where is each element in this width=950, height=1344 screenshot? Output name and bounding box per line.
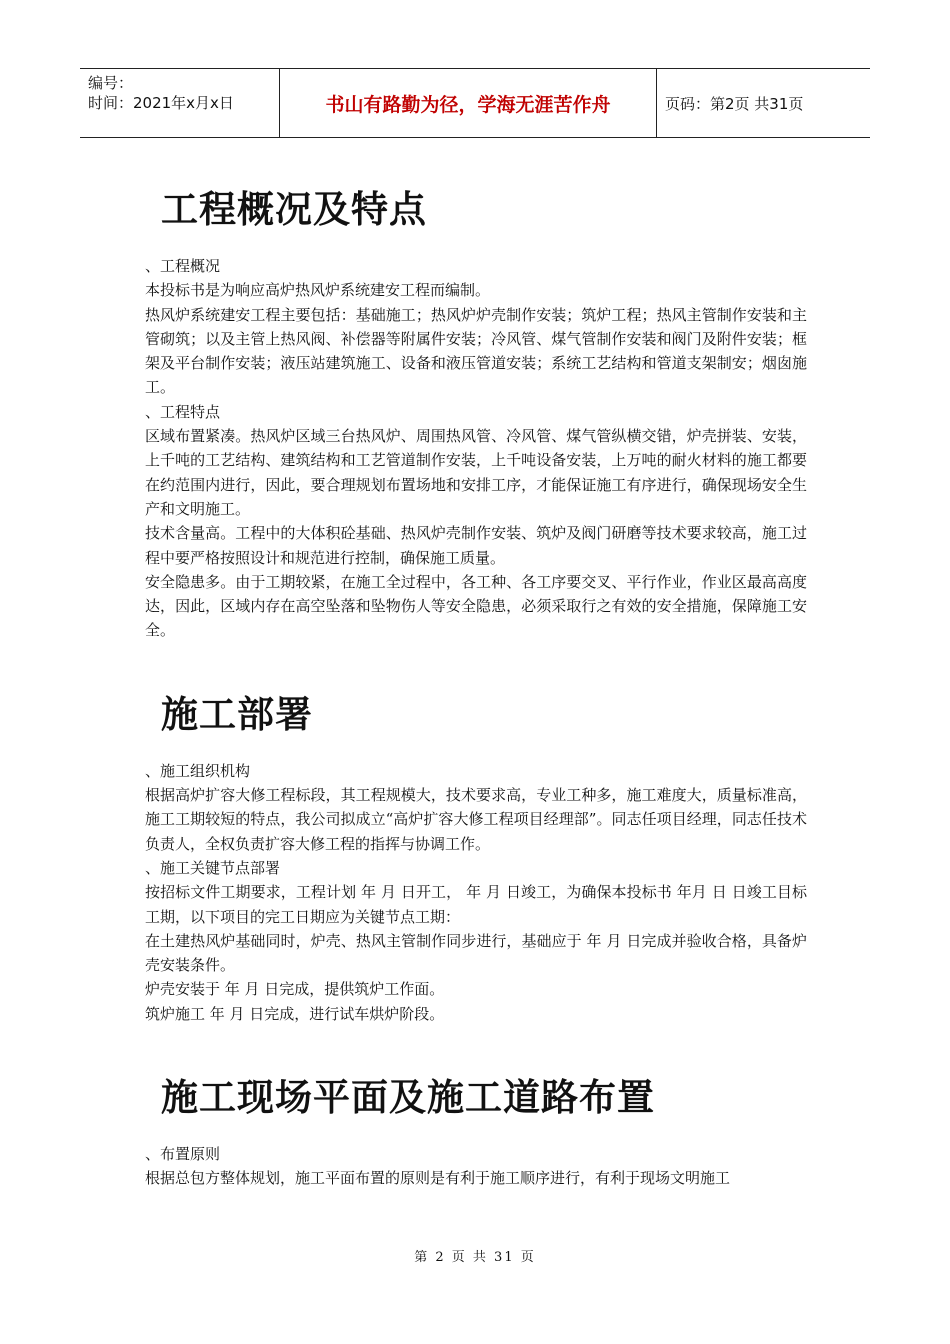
document-time-label: 时间：2021年x月x日	[88, 94, 234, 112]
paragraph: 按招标文件工期要求，工程计划 年 月 日开工， 年 月 日竣工，为确保本投标书 年月 日 日竣工目标工期，以下项目的完工日期应为关键节点工期：	[145, 883, 807, 926]
paragraph: 筑炉施工 年 月 日完成，进行试车烘炉阶段。	[145, 1004, 445, 1023]
paragraph: 技术含量高。工程中的大体积砼基础、热风炉壳制作安装、筑炉及阀门研磨等技术要求较高，施工过程中要严格按照设计和规范进行控制，确保施工质量。	[145, 524, 807, 567]
section-construction-deployment	[145, 683, 807, 1026]
section-title: 施工现场平面及施工道路布置	[161, 1075, 655, 1120]
paragraph: 本投标书是为响应高炉热风炉系统建安工程而编制。	[145, 281, 491, 300]
paragraph: 、工程概况	[145, 257, 221, 275]
paragraph: 区域布置紧凑。热风炉区域三台热风炉、周围热风管、冷风管、煤气管纵横交错，炉壳拼装、安装，上千吨的工艺结构、建筑结构和工艺管道制作安装，上千吨设备安装，上万吨的耐火材料的施工都要在约范围内进行，因此，要合理规划布置场地和安排工序，才能保证施工有序进行，确保现场安全生产和文明施工。	[145, 427, 807, 518]
paragraph: 根据总包方整体规划，施工平面布置的原则是有利于施工顺序进行，有利于现场文明施工	[145, 1169, 731, 1188]
section-title: 施工部署	[161, 691, 313, 736]
paragraph: 根据高炉扩容大修工程标段，其工程规模大，技术要求高，专业工种多，施工难度大，质量标准高，施工工期较短的特点，我公司拟成立“高炉扩容大修工程项目经理部”。同志任项目经理，同志任技术负责人，全权负责扩容大修工程的指挥与协调工作。	[145, 786, 807, 853]
paragraph: 、工程特点	[145, 402, 221, 421]
paragraph: 炉壳安装于 年 月 日完成，提供筑炉工作面。	[145, 980, 445, 999]
header-motto: 书山有路勤为径，学海无涯苦作舟	[280, 69, 657, 137]
paragraph: 、施工组织机构	[145, 761, 251, 780]
paragraph: 热风炉系统建安工程主要包括：基础施工；热风炉炉壳制作安装；筑炉工程；热风主管制作安装和主管砌筑；以及主管上热风阀、补偿器等附属件安装；冷风管、煤气管制作安装和阀门及附件安装；框架及平台制作安装；液压站建筑施工、设备和液压管道安装；系统工艺结构和管道支架制安；烟囱施工。	[145, 305, 807, 397]
page-header	[80, 68, 870, 138]
section-site-layout	[145, 1066, 807, 1191]
header-info-cell	[80, 69, 280, 137]
header-page-number: 页码：第2页 共31页	[665, 94, 804, 113]
page-footer: 第 2 页 共 31 页	[414, 1250, 536, 1265]
section-title: 工程概况及特点	[161, 187, 427, 231]
document-number-label: 编号：	[88, 74, 134, 92]
paragraph: 、施工关键节点部署	[145, 858, 281, 877]
paragraph: 安全隐患多。由于工期较紧，在施工全过程中，各工种、各工序要交叉、平行作业，作业区最高高度达，因此，区域内存在高空坠落和坠物伤人等安全隐患，必须采取行之有效的安全措施，保障施工安全。	[145, 572, 807, 640]
document-body	[145, 178, 807, 1191]
paragraph: 、布置原则	[145, 1145, 221, 1164]
paragraph: 在土建热风炉基础同时，炉壳、热风主管制作同步进行，基础应于 年 月 日完成并验收合格，具备炉壳安装条件。	[145, 931, 807, 975]
section-project-overview	[145, 178, 807, 643]
